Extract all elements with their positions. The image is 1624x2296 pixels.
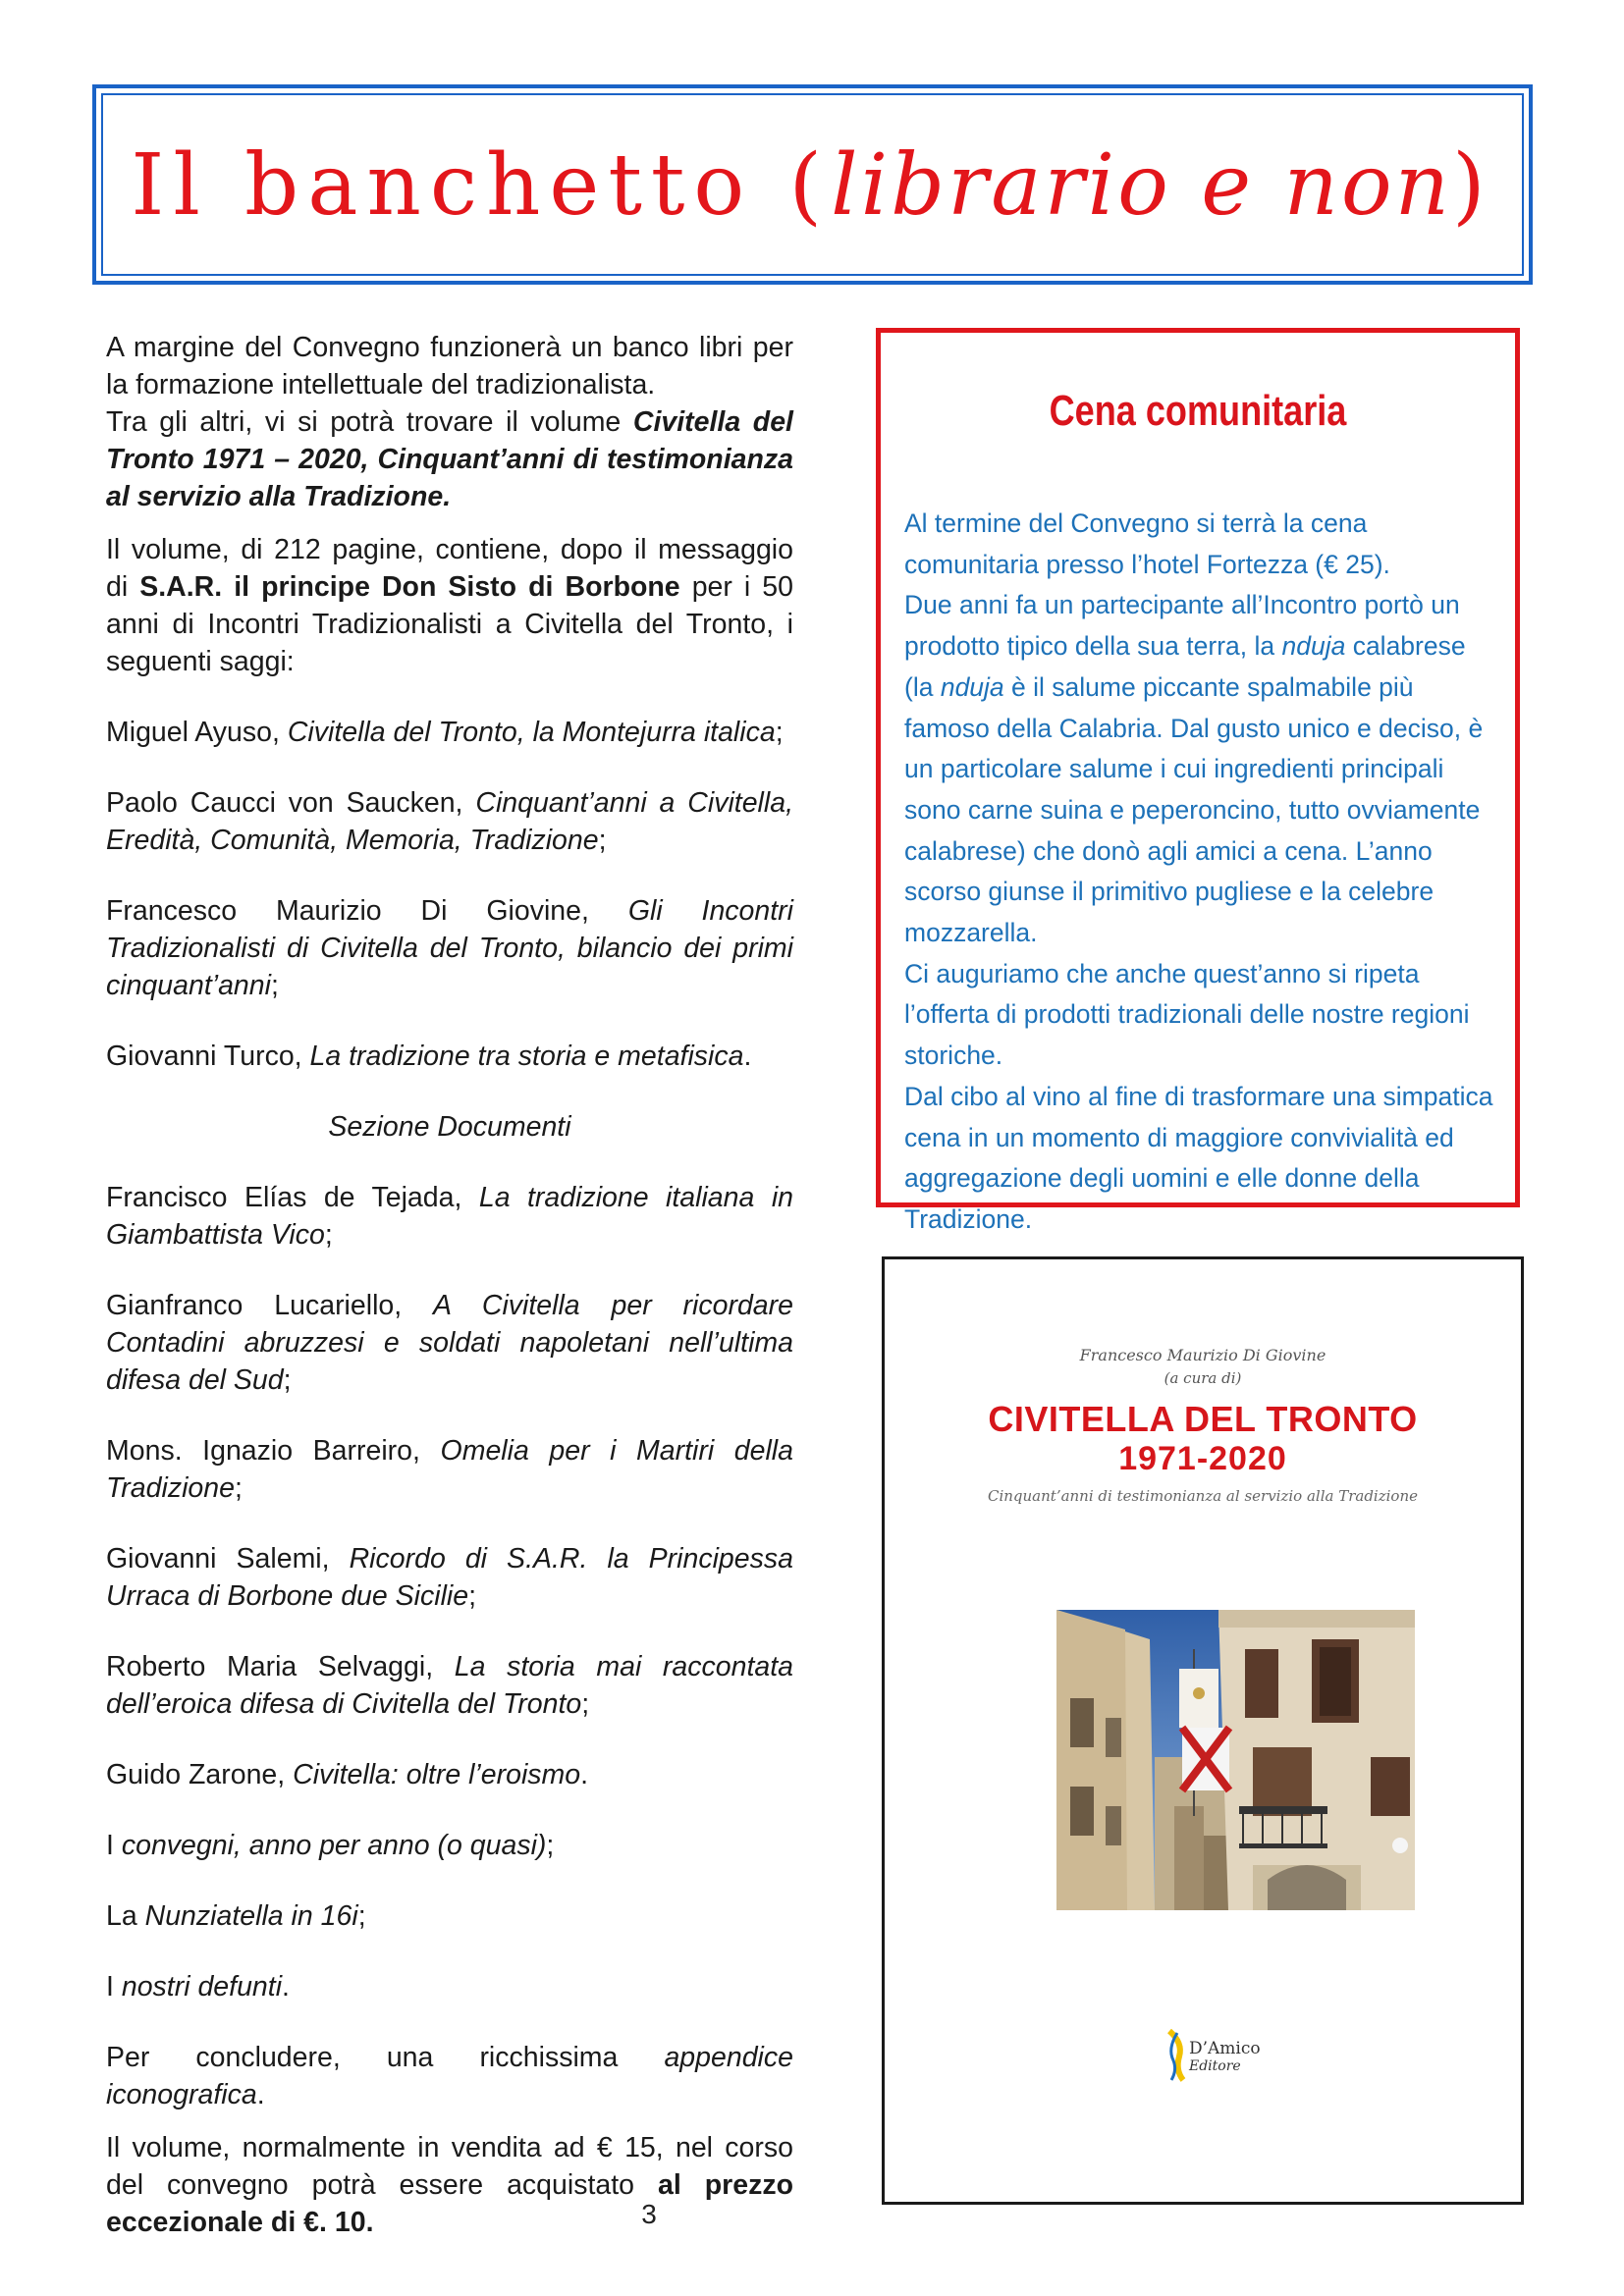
intro-text: A margine del Convegno funzionerà un banco libri per la formazione intellettuale del tradizionalista. bbox=[106, 332, 793, 400]
misc-item: La Nunziatella in 16i; bbox=[106, 1900, 366, 1932]
dinner-paragraph: Al termine del Convegno si terrà la cena comunitaria presso l’hotel Fortezza (€ 25). bbox=[904, 508, 1390, 579]
dinner-text bbox=[904, 504, 1493, 1241]
essay-item: Francesco Maurizio Di Giovine, Gli Incontri Tradizionalisti di Civitella del Tronto, bilancio dei primi cinquant’anni; bbox=[106, 895, 794, 1001]
dinner-paragraph: Dal cibo al vino al fine di trasformare una simpatica cena in un momento di maggiore convivialità ed aggregazione degli uomini e elle donne della Tradizione. bbox=[904, 1081, 1493, 1234]
intro-paragraph bbox=[106, 329, 793, 515]
document-item: Gianfranco Lucariello, A Civitella per ricordare Contadini abruzzesi e soldati napoletani nell’ultima difesa del Sud; bbox=[106, 1290, 793, 1396]
book-title: CIVITELLA DEL TRONTO bbox=[988, 1399, 1418, 1439]
prince-name: S.A.R. il principe Don Sisto di Borbone bbox=[139, 571, 680, 603]
book-author: Francesco Maurizio Di Giovine bbox=[1079, 1346, 1326, 1364]
appendix-line: Per concludere, una ricchissima appendice iconografica. bbox=[106, 2042, 793, 2110]
book-title-mention: Civitella del Tronto 1971 – 2020, Cinquant’anni di testimonianza al servizio alla Tradizione. bbox=[106, 406, 793, 512]
publisher-subtitle: Editore bbox=[1189, 2058, 1241, 2074]
cover-photo bbox=[1056, 1610, 1415, 1910]
essay-item: Paolo Caucci von Saucken, Cinquant’anni a Civitella, Eredità, Comunità, Memoria, Tradizione; bbox=[106, 787, 793, 856]
title-banner-inner bbox=[101, 93, 1524, 276]
title-italic: librario e non bbox=[831, 136, 1453, 235]
dinner-box bbox=[876, 328, 1520, 1234]
document-item: Mons. Ignazio Barreiro, Omelia per i Martiri della Tradizione; bbox=[106, 1435, 793, 1504]
dinner-paragraph: Due anni fa un partecipante all’Incontro portò un prodotto tipico della sua terra, la nduja calabrese (la nduja è il salume piccante spalmabile più famoso della Calabria. Dal gusto unico e deciso, è un particolare salume i cui ingredienti principali sono carne suina e peperoncino, tutto ovviamente calabrese) che donò agli amici a cena. L’anno scorso giunse il primitivo pugliese e la celebre mozzarella. bbox=[904, 590, 1484, 948]
title-close: ) bbox=[1452, 136, 1494, 235]
document-item: Roberto Maria Selvaggi, La storia mai raccontata dell’eroica difesa di Civitella del Tronto; bbox=[106, 1651, 793, 1720]
misc-item: I nostri defunti. bbox=[106, 1971, 290, 2002]
main-article bbox=[106, 329, 793, 2241]
street-photo-illustration bbox=[1056, 1610, 1415, 1910]
title-main: Il banchetto ( bbox=[131, 136, 832, 235]
page-number: 3 bbox=[641, 2199, 657, 2229]
dinner-title: Cena comunitaria bbox=[1049, 387, 1347, 435]
document-item: Guido Zarone, Civitella: oltre l’eroismo. bbox=[106, 1759, 589, 1790]
essay-item: Giovanni Turco, La tradizione tra storia e metafisica. bbox=[106, 1041, 752, 1072]
document-item: Francisco Elías de Tejada, La tradizione italiana in Giambattista Vico; bbox=[106, 1182, 794, 1251]
contents-paragraph bbox=[106, 531, 793, 680]
page-title bbox=[131, 136, 1493, 235]
section-heading: Sezione Documenti bbox=[328, 1111, 571, 1143]
special-price: al prezzo eccezionale di €. 10 bbox=[106, 2169, 793, 2238]
contents-text: Il volume, di 212 pagine, contiene, dopo il messaggio di bbox=[106, 534, 793, 603]
book-cover bbox=[882, 1256, 1524, 2205]
misc-item: I convegni, anno per anno (o quasi); bbox=[106, 1830, 555, 1861]
title-banner bbox=[92, 84, 1533, 285]
price-paragraph: Il volume, normalmente in vendita ad € 15, nel corso del convegno potrà essere acquistato al prezzo eccezionale di €. 10. bbox=[106, 2132, 793, 2238]
contents-text-2: per i 50 anni di Incontri Tradizionalisti a Civitella del Tronto, i seguenti saggi: bbox=[106, 571, 793, 677]
book-curator: (a cura di) bbox=[1164, 1369, 1242, 1387]
document-item: Giovanni Salemi, Ricordo di S.A.R. la Principessa Urraca di Borbone due Sicilie; bbox=[106, 1543, 793, 1612]
dinner-paragraph: Ci auguriamo che anche quest’anno si ripeta l’offerta di prodotti tradizionali delle nostre regioni storiche. bbox=[904, 958, 1470, 1071]
essay-item: Miguel Ayuso, Civitella del Tronto, la Montejurra italica; bbox=[106, 717, 784, 748]
intro-text-2: Tra gli altri, vi si potrà trovare il volume bbox=[106, 406, 633, 438]
book-years: 1971-2020 bbox=[1118, 1440, 1287, 1477]
publisher-logo bbox=[1164, 2027, 1301, 2086]
publisher-mark-icon bbox=[1164, 2027, 1191, 2082]
book-subtitle: Cinquant’anni di testimonianza al servizio alla Tradizione bbox=[987, 1487, 1418, 1505]
publisher-name: D’Amico bbox=[1189, 2039, 1261, 2058]
